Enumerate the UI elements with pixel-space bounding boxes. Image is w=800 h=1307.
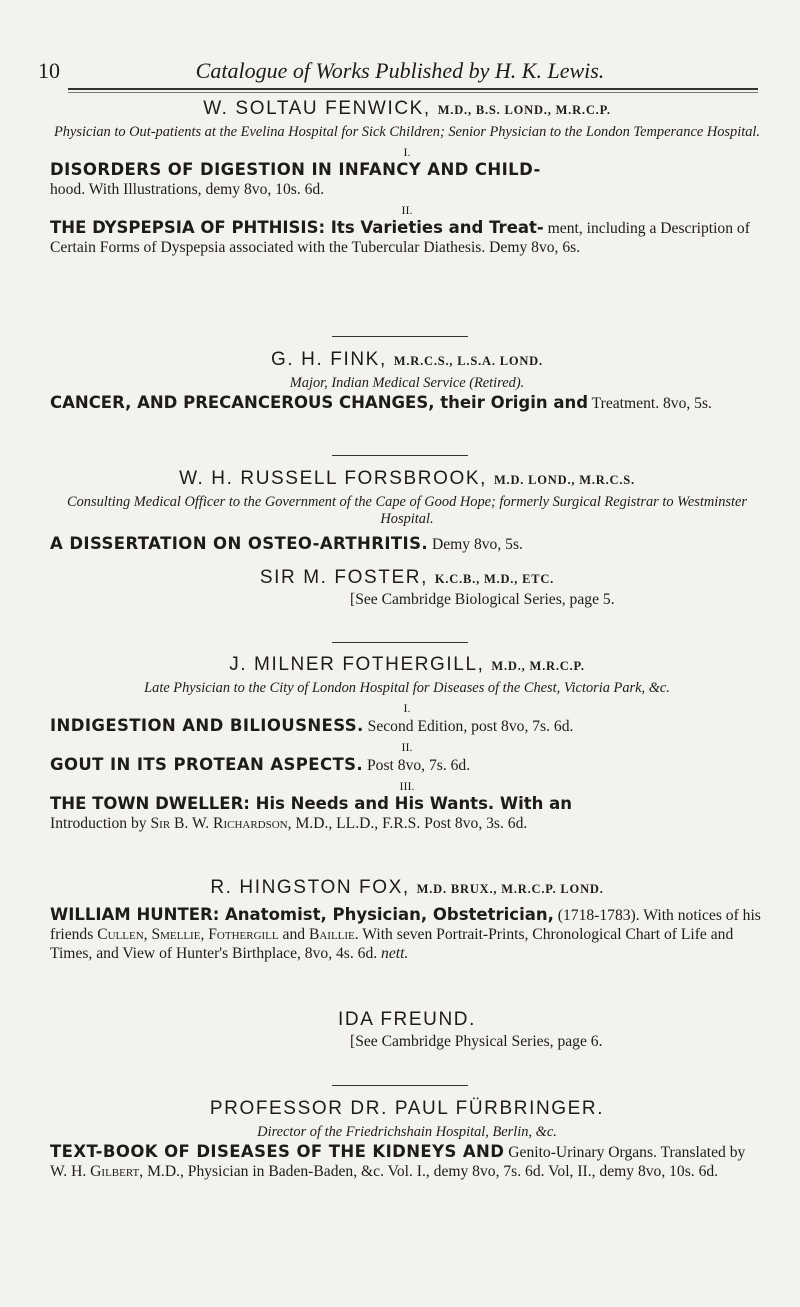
book-entry: THE DYSPEPSIA OF PHTHISIS: Its Varieties and Treat- ment, including a Description of Certain Forms of Dyspepsia associated with the Tubercular Diathesis. Demy 8vo, 6s. [50, 218, 750, 256]
author-entry-freund [50, 1009, 764, 1051]
header-rule-thin [68, 92, 758, 93]
work-numeral: II. [401, 740, 413, 754]
author-entry-fothergill [50, 654, 764, 833]
author-affiliation: Physician to Out-patients at the Evelina Hospital for Sick Children; Senior Physician to the London Temperance Hospital. [54, 124, 760, 140]
running-title: Catalogue of Works Published by H. K. Lewis. [195, 58, 605, 83]
book-entry: CANCER, AND PRECANCEROUS CHANGES, their Origin and Treatment. 8vo, 5s. [50, 393, 712, 412]
author-entry-forsbrook [50, 468, 764, 554]
author-affiliation: Major, Indian Medical Service (Retired). [289, 375, 525, 391]
work-numeral: I. [403, 701, 411, 715]
author-entry-foster [50, 567, 764, 609]
section-divider [332, 336, 468, 337]
author-affiliation: Consulting Medical Officer to the Government of the Cape of Good Hope; formerly Surgical Registrar to Westminster Hospital. [66, 494, 747, 527]
author-entry-furbringer [50, 1098, 764, 1181]
section-divider [332, 642, 468, 643]
book-entry: INDIGESTION AND BILIOUSNESS. Second Edition, post 8vo, 7s. 6d. [50, 716, 574, 735]
book-entry: WILLIAM HUNTER: Anatomist, Physician, Obstetrician, (1718-1783). With notices of his friends Cullen, Smellie, Fothergill and Baillie. With seven Portrait-Prints, Chronological Chart of Life and Times, and View of Hunter's Birthplace, 8vo, 4s. 6d. nett. [50, 905, 761, 962]
work-numeral: II. [401, 203, 413, 217]
section-divider [332, 1085, 468, 1086]
work-numeral: III. [399, 779, 415, 793]
see-reference: [See Cambridge Physical Series, page 6. [350, 1033, 603, 1050]
page-header [0, 58, 800, 82]
author-entry-fenwick [50, 98, 764, 257]
author-name: R. HINGSTON FOX, M.D. BRUX., M.R.C.P. LOND. [210, 877, 604, 898]
page-number: 10 [38, 58, 60, 83]
book-entry: A DISSERTATION ON OSTEO-ARTHRITIS. Demy 8vo, 5s. [50, 534, 523, 553]
header-rule [68, 88, 758, 90]
author-name: SIR M. FOSTER, K.C.B., M.D., ETC. [259, 567, 555, 588]
work-numeral: I. [403, 145, 411, 159]
author-name: W. SOLTAU FENWICK, M.D., B.S. LOND., M.R.C.P. [203, 98, 611, 119]
book-entry: DISORDERS OF DIGESTION IN INFANCY AND CHILD- hood. With Illustrations, demy 8vo, 10s. 6d. [50, 160, 541, 198]
book-entry: GOUT IN ITS PROTEAN ASPECTS. Post 8vo, 7s. 6d. [50, 755, 471, 774]
see-reference: [See Cambridge Biological Series, page 5. [350, 591, 615, 608]
author-affiliation: Director of the Friedrichshain Hospital, Berlin, &c. [257, 1124, 557, 1140]
author-name: W. H. RUSSELL FORSBROOK, M.D. LOND., M.R.C.S. [179, 468, 635, 489]
author-entry-fox [50, 877, 764, 963]
author-entry-fink [50, 349, 764, 413]
book-entry: TEXT-BOOK OF DISEASES OF THE KIDNEYS AND Genito-Urinary Organs. Translated by W. H. Gilbert, M.D., Physician in Baden-Baden, &c. Vol. I., demy 8vo, 7s. 6d. Vol, II., demy 8vo, 10s. 6d. [50, 1142, 746, 1180]
book-entry: THE TOWN DWELLER: His Needs and His Wants. With an Introduction by Sir B. W. Richardson, M.D., LL.D., F.R.S. Post 8vo, 3s. 6d. [50, 794, 573, 832]
author-name: G. H. FINK, M.R.C.S., L.S.A. LOND. [271, 349, 543, 370]
section-divider [332, 455, 468, 456]
author-name: J. MILNER FOTHERGILL, M.D., M.R.C.P. [229, 654, 585, 675]
author-name: PROFESSOR DR. PAUL FÜRBRINGER. [209, 1098, 605, 1119]
author-affiliation: Late Physician to the City of London Hospital for Diseases of the Chest, Victoria Park, &c. [144, 680, 670, 696]
author-name: IDA FREUND. [338, 1009, 476, 1030]
